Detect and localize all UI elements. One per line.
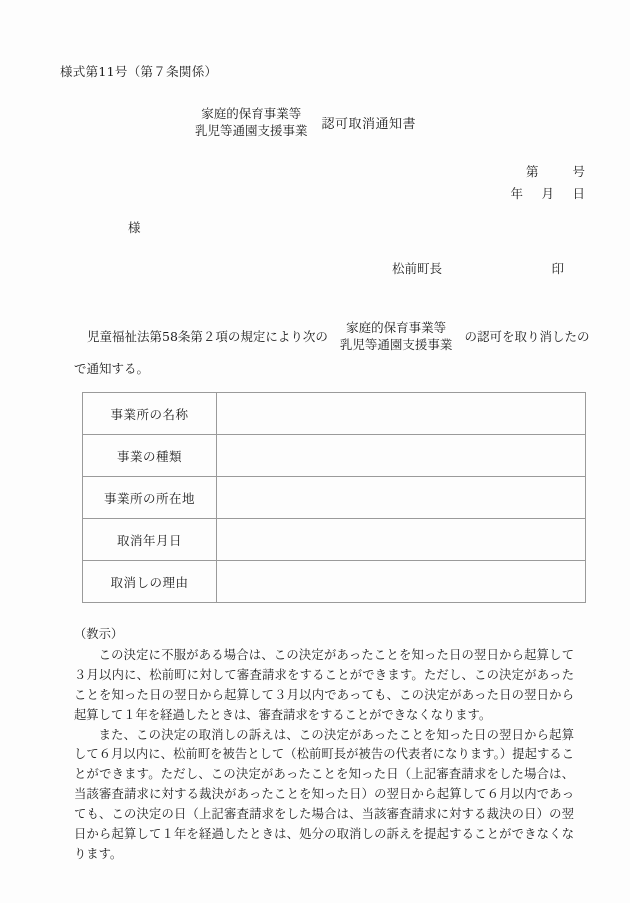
body-line-2: で通知する。 <box>74 360 150 376</box>
document-date-line: 年 月 日 <box>510 186 588 201</box>
document-number-line: 第 号 <box>525 164 588 179</box>
body-stacked-label-line1: 家庭的保育事業等 <box>346 320 447 335</box>
issuer-block <box>392 259 564 277</box>
row-value-business-address[interactable] <box>217 477 586 519</box>
row-label-business-name: 事業所の名称 <box>83 393 217 435</box>
addressee-honorific: 様 <box>128 220 141 235</box>
row-value-cancellation-date[interactable] <box>217 519 586 561</box>
details-table <box>82 392 586 603</box>
title-stacked-label <box>195 106 308 140</box>
details-table-body <box>83 393 586 603</box>
title-main-text: 認可取消通知書 <box>321 117 417 133</box>
form-number: 様式第11号（第７条関係） <box>60 64 218 79</box>
notice-section <box>74 625 574 865</box>
row-value-cancellation-reason[interactable] <box>217 561 586 603</box>
title-stacked-label-line2: 乳児等通園支援事業 <box>195 122 308 138</box>
table-row <box>83 477 586 519</box>
seal-mark: 印 <box>551 261 564 276</box>
document-title <box>195 106 416 140</box>
row-label-business-type: 事業の種類 <box>83 435 217 477</box>
title-stacked-label-line1: 家庭的保育事業等 <box>201 106 302 121</box>
table-row <box>83 561 586 603</box>
issuer-name: 松前町長 <box>392 261 443 276</box>
body-segment-a: 児童福祉法第58条第２項の規定により次の <box>87 329 328 345</box>
table-row <box>83 393 586 435</box>
row-label-cancellation-date: 取消年月日 <box>83 519 217 561</box>
notice-paragraph-2: また、この決定の取消しの訴えは、この決定があったことを知った日の翌日から起算して６月以内に、松前町を被告として（松前町長が被告の代表者になります。）提起することができます。ただし、この決定があったことを知った日（上記審査請求をした場合は、当該審査請求に対する裁決があったことを知った日）の翌日から起算して６月以内であっても、この決定の日（上記審査請求をした場合は、当該審査請求に対する裁決の日）の翌日から起算して１年を経過したときは、処分の取消しの訴えを提起することができなくなります。 <box>74 727 574 861</box>
body-paragraph <box>74 320 590 381</box>
table-row <box>83 435 586 477</box>
body-segment-b: の認可を取り消したの <box>464 329 590 345</box>
row-label-business-address: 事業所の所在地 <box>83 477 217 519</box>
row-value-business-type[interactable] <box>217 435 586 477</box>
row-value-business-name[interactable] <box>217 393 586 435</box>
notice-heading: （教示） <box>74 627 124 641</box>
notice-paragraph-1: この決定に不服がある場合は、この決定があったことを知った日の翌日から起算して３月以内に、松前町に対して審査請求をすることができます。ただし、この決定があったことを知った日の翌日から起算して３月以内であっても、この決定があった日の翌日から起算して１年を経過したときは、審査請求をすることができなくなります。 <box>74 647 574 722</box>
body-stacked-label-line2: 乳児等通園支援事業 <box>339 336 453 352</box>
row-label-cancellation-reason: 取消しの理由 <box>83 561 217 603</box>
body-stacked-label <box>340 320 453 354</box>
table-row <box>83 519 586 561</box>
body-line-1 <box>74 320 590 354</box>
